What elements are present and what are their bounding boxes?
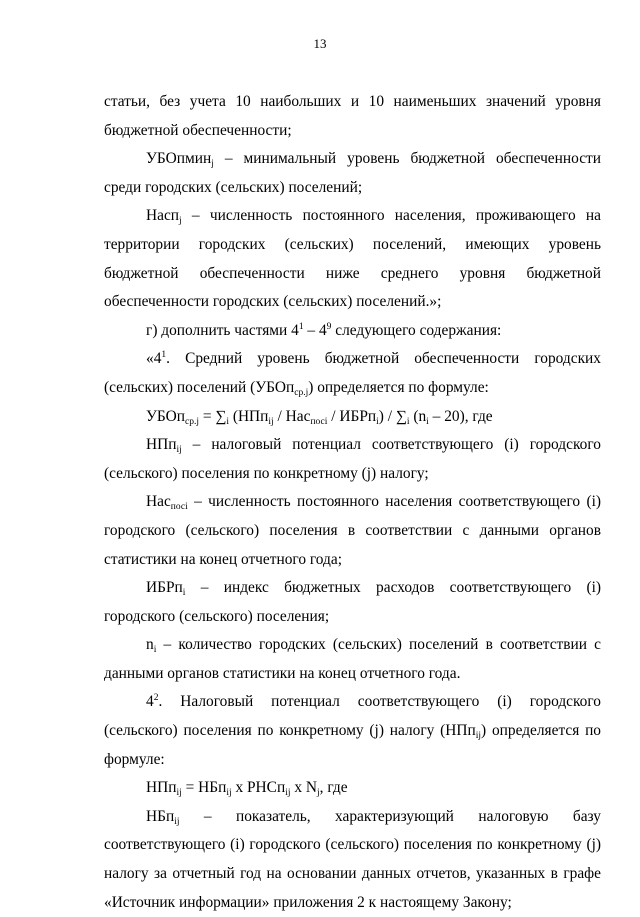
formula-ubop: УБОп$_{ср.j}$ = $\sum_i$ (НПп$_{ij}$ / Нас$_{посi}$ / ИБРп$_i$) / $\sum_i$ $(n_i - 20)$, где xyxy=(146,407,493,427)
part-4-1: «$4^1$. Средний уровень бюджетной обеспеченности городских (сельских) поселений (УБОп$_{ср.j}$) определяется по формуле: xyxy=(104,350,601,398)
amendment-item-g: г) дополнить частями $4^1 - 4^9$ следующего содержания: xyxy=(146,321,502,339)
definition-nas: Нас$_{посi}$ – численность постоянного населения соответствующего (i) городского (сельского) поселения в соответствии с данными органов статистики на конец отчетного года; xyxy=(104,493,601,568)
part-4-2: $4^2$. Налоговый потенциал соответствующего (i) городского (сельского) поселения по конкретному (j) налогу (НПп$_{ij}$) определяется по формуле: xyxy=(104,693,601,768)
definition-ubopmin: УБОпмин$_j$ – минимальный уровень бюджетной обеспеченности среди городских (сельских) поселений; xyxy=(104,150,601,196)
formula-npp: НПп$_{ij}$ = НБп$_{ij}$ х РНСп$_{ij}$ х $N_j$, где xyxy=(146,779,348,799)
definition-nasp: Насп$_j$ – численность постоянного населения, проживающего на территории городских (сельских) поселений, имеющих уровень бюджетной обеспеченности ниже среднего уровня бюджетной обеспеченности городских (сельских) поселений.»; xyxy=(104,207,601,311)
paragraph-continuation: статьи, без учета 10 наибольших и 10 наименьших значений уровня бюджетной обеспеченности; xyxy=(104,93,601,139)
definition-nbp: НБп$_{ij}$ – показатель, характеризующий налоговую базу соответствующего (i) городского (сельского) поселения по конкретному (j) налогу за отчетный год на основании данных отчетов, указанных в графе «Источник информации» приложения 2 к настоящему Закону; xyxy=(104,807,601,911)
definition-npp: НПп$_{ij}$ – налоговый потенциал соответствующего (i) городского (сельского) поселения по конкретному (j) налогу; xyxy=(104,436,601,482)
document-body xyxy=(104,88,601,917)
page-number: 13 xyxy=(313,36,327,51)
definition-n: $n_i$ – количество городских (сельских) поселений в соответствии с данными органов статистики на конец отчетного года. xyxy=(104,636,601,682)
definition-ibrp: ИБРп$_i$ – индекс бюджетных расходов соответствующего (i) городского (сельского) поселения; xyxy=(104,579,601,625)
